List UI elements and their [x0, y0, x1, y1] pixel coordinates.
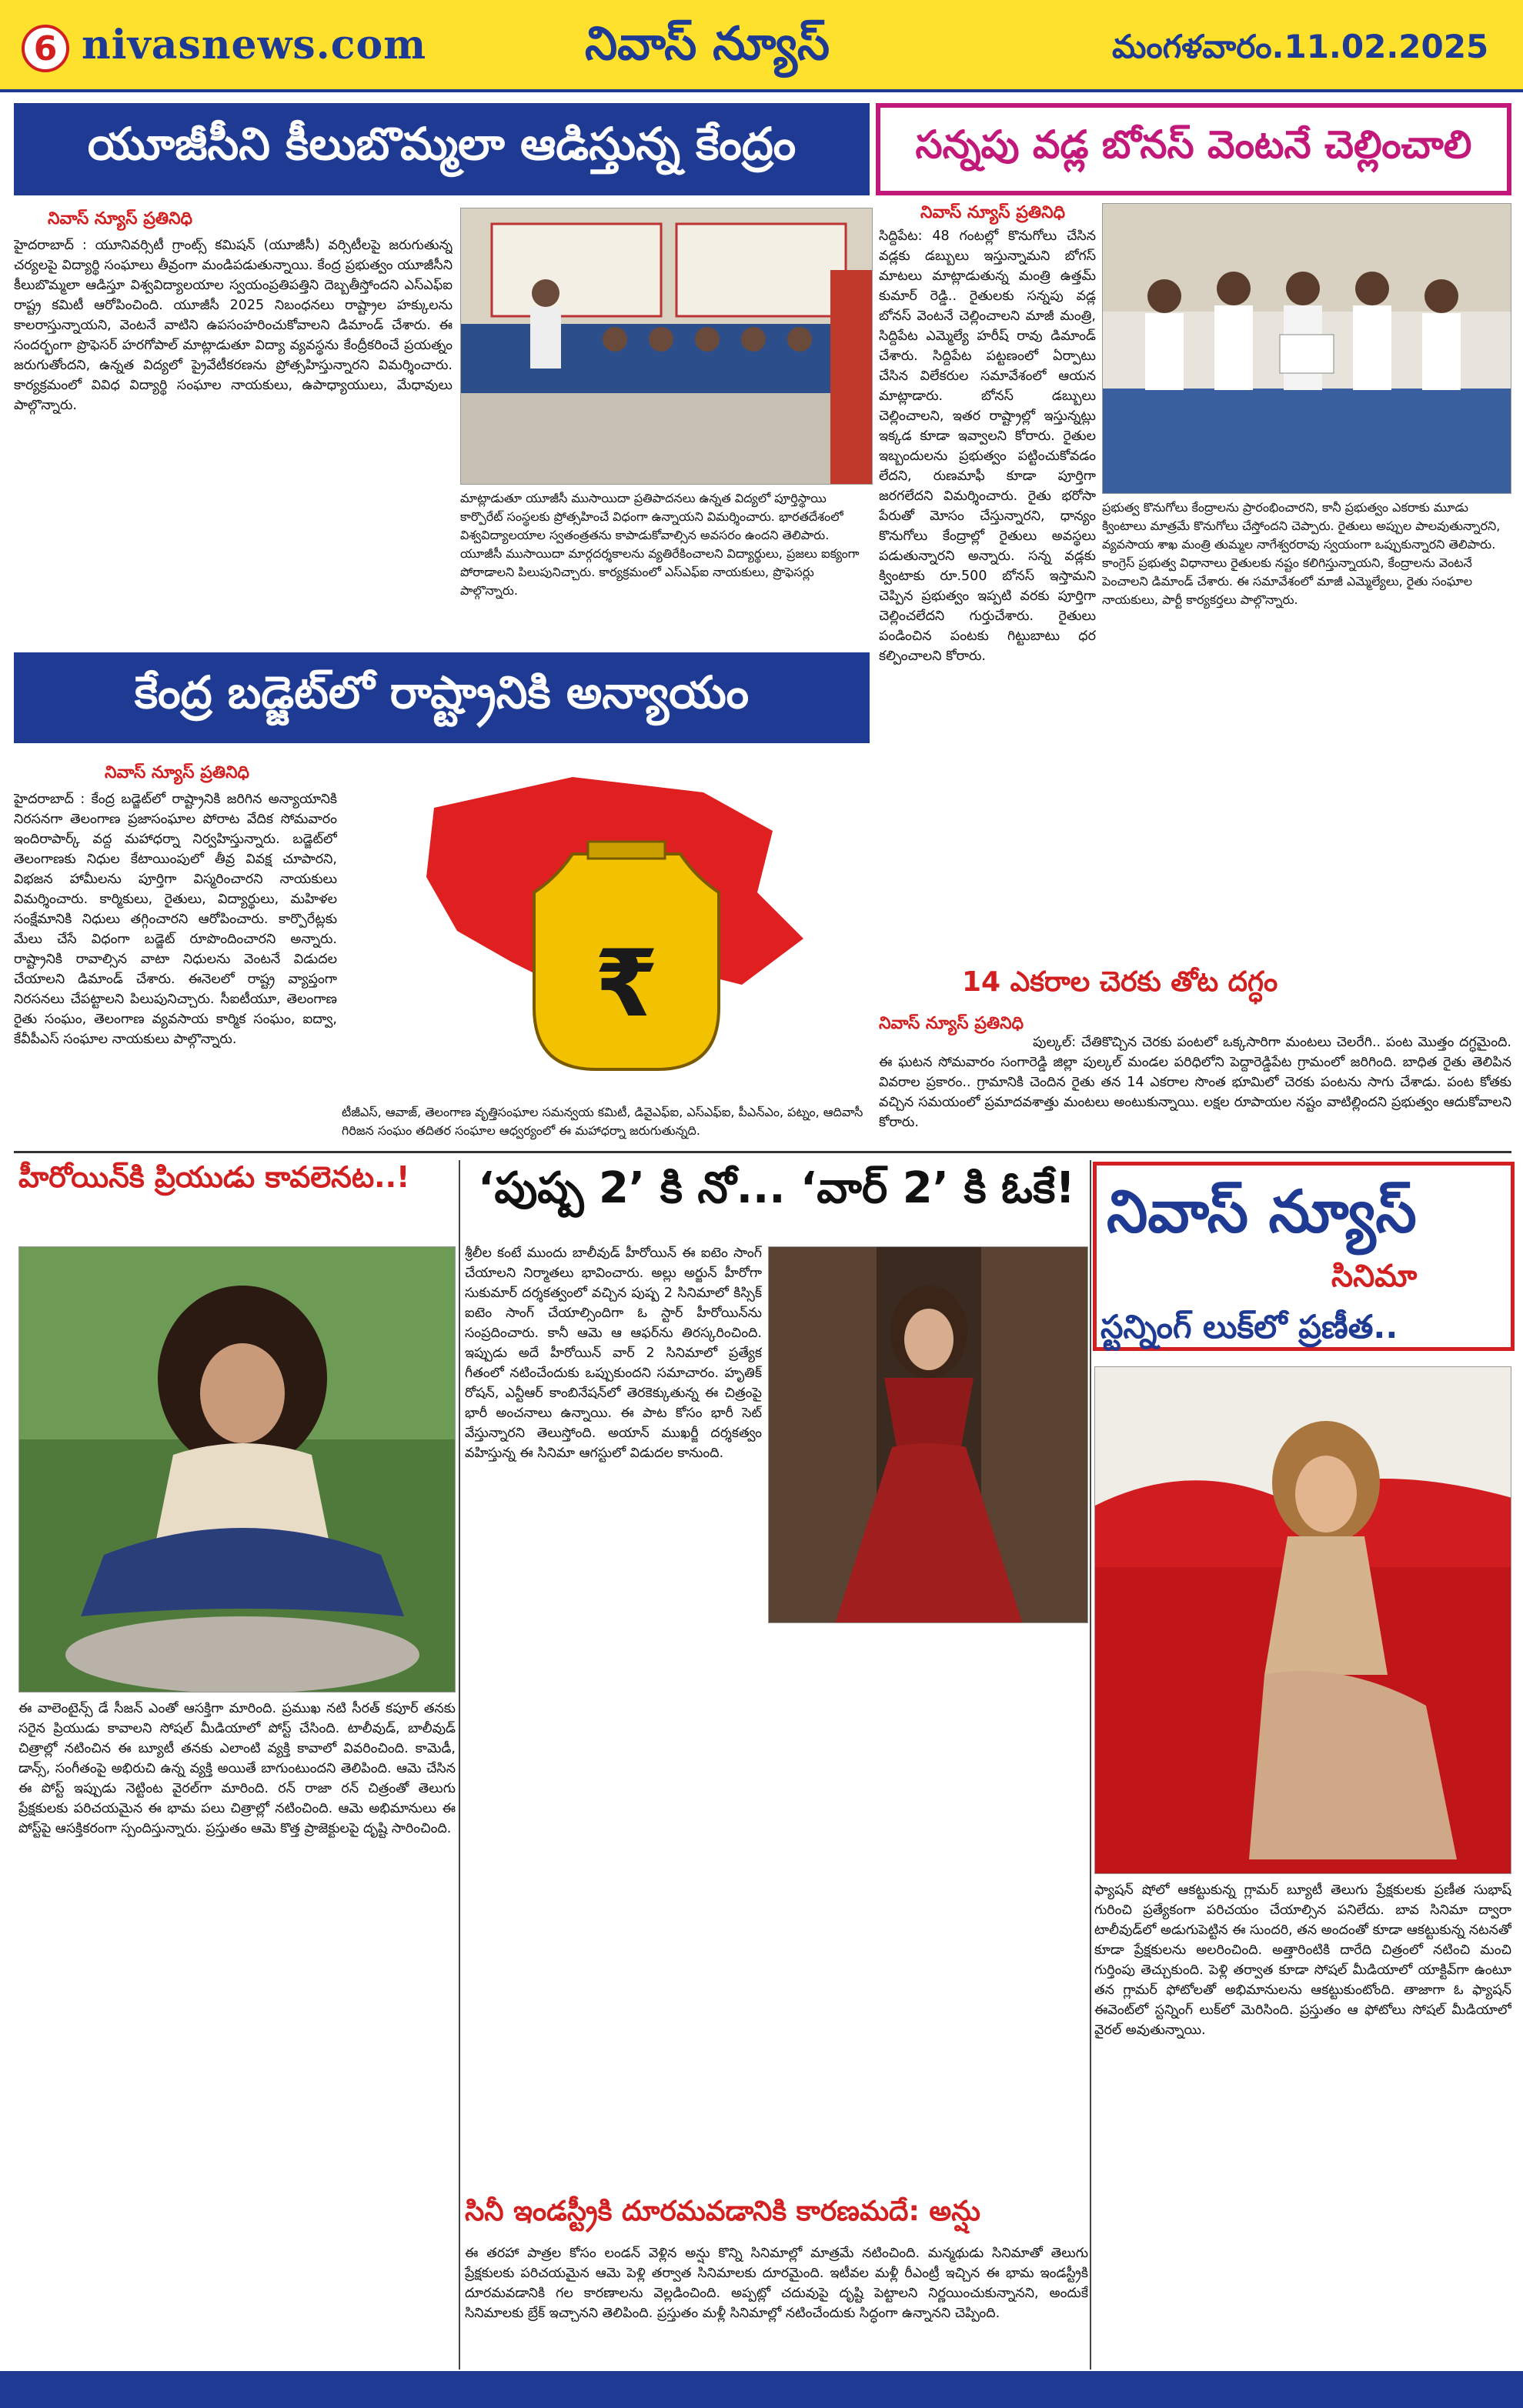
- cinema-panel-headline: స్టన్నింగ్ లుక్‌లో ప్రణీత..: [1101, 1308, 1398, 1346]
- story3-byline: నివాస్ న్యూస్ ప్రతినిధి: [105, 763, 250, 782]
- story2-photo: [1102, 203, 1511, 494]
- section-divider: [14, 1151, 1511, 1153]
- story4-headline: 14 ఎకరాల చెరకు తోట దగ్ధం: [962, 966, 1278, 998]
- cinema-sidebar-body: ఈ వాలెంటైన్స్ డే సీజన్ ఎంతో ఆసక్తిగా మారింది. ప్రముఖ నటి సీరత్ కపూర్ తనకు సరైన ప్రియుడు కావాలని సోషల్ మీడియాలో పోస్ట్ చేసింది. టాలీవుడ్, బాలీవుడ్ చిత్రాల్లో నటించిన ఈ బ్యూటీ తనకు ఎలాంటి వ్యక్తి కావాలో వివరించింది. కామెడీ, డాన్స్, సంగీతంపై అభిరుచి ఉన్న వ్యక్తి అయితే బాగుంటుందని తెలిపింది. ఆమె చేసిన ఈ పోస్ట్ ఇప్పుడు నెట్టింట వైరల్‌గా మారింది. రన్ రాజా రన్ చిత్రంతో తెలుగు ప్రేక్షకులకు పరిచయమైన ఈ భామ పలు చిత్రాల్లో నటించింది. ఆమె అభిమానులు ఈ పోస్ట్‌పై ఆసక్తికరంగా స్పందిస్తున్నారు. ప్రస్తుతం ఆమె కొత్త ప్రాజెక్టులపై దృష్టి సారించింది.: [18, 1701, 456, 1836]
- story1-photo: [460, 208, 873, 485]
- column-divider: [1090, 1160, 1091, 2370]
- film-story-body2: ఈ తరహా పాత్రల కోసం లండన్ వెళ్లిన అన్షు కొన్ని సినిమాల్లో మాత్రమే నటించింది. మన్మథుడు సినిమాతో తెలుగు ప్రేక్షకులకు పరిచయమైన ఆమె పెళ్లి తర్వాత సినిమాలకు దూరమైంది. ఇటీవల మళ్లీ రీఎంట్రీ ఇచ్చిన ఈ భామ ఇండస్ట్రీకి దూరమవడానికి గల కారణాలను వెల్లడించింది. అప్పట్లో చదువుపై దృష్టి పెట్టాలని నిర్ణయించుకున్నానని, అందుకే సినిమాలకు బ్రేక్ ఇచ్చానని తెలిపింది. ప్రస్తుతం మళ్లీ సినిమాల్లో నటించేందుకు సిద్ధంగా ఉన్నానని చెప్పింది.: [465, 2246, 1088, 2321]
- film-story-body: శ్రీలీల కంటే ముందు బాలీవుడ్ హీరోయిన్ ఈ ఐటెం సాంగ్ చేయాలని నిర్మాతలు భావించారు. అల్లు అర్జున్ హీరోగా సుకుమార్ దర్శకత్వంలో వచ్చిన పుష్ప 2 సినిమాలో కిస్సిక్ ఐటెం సాంగ్ చేయాల్సిందిగా ఓ స్టార్ హీరోయిన్‌ను సంప్రదించారు. కానీ ఆమె ఆ ఆఫర్‌ను తిరస్కరించింది. ఇప్పుడు అదే హీరోయిన్ వార్ 2 సినిమాలో ప్రత్యేక గీతంలో నటించేందుకు ఒప్పుకుందని సమాచారం. హృతిక్ రోషన్, ఎన్టీఆర్ కాంబినేషన్‌లో తెరకెక్కుతున్న ఈ చిత్రంపై భారీ అంచనాలు ఉన్నాయి. ఈ పాట కోసం భారీ సెట్ వేస్తున్నారని తెలుస్తోంది. అయాన్ ముఖర్జీ దర్శకత్వం వహిస్తున్న ఈ సినిమా ఆగస్టులో విడుదల కానుంది.: [465, 1246, 762, 1461]
- film-story-photo: [768, 1246, 1088, 1623]
- site-name[interactable]: nivasnews.com: [82, 22, 427, 68]
- story2-body: సిద్దిపేట: 48 గంటల్లో కొనుగోలు చేసిన వడ్లకు డబ్బులు ఇస్తున్నామని బోగస్ మాటలు మాట్లాడుతున్న మంత్రి ఉత్తమ్ కుమార్ రెడ్డి.. రైతులకు సన్నపు వడ్ల బోనస్ వెంటనే చెల్లించాలని మాజీ మంత్రి, సిద్దిపేట ఎమ్మెల్యే హరీష్ రావు డిమాండ్ చేశారు. సిద్దిపేట పట్టణంలో ఏర్పాటు చేసిన విలేకరుల సమావేశంలో ఆయన మాట్లాడారు. బోనస్ డబ్బులు చెల్లించాలని, ఇతర రాష్ట్రాల్లో ఇస్తున్నట్లు ఇక్కడ కూడా ఇవ్వాలని కోరారు. రైతుల ఇబ్బందులను ప్రభుత్వం పట్టించుకోవడం లేదని, రుణమాఫీ కూడా పూర్తిగా జరగలేదని విమర్శించారు. రైతు భరోసా పేరుతో మోసం చేస్తున్నారని, ధాన్యం కొనుగోలు కేంద్రాల్లో రైతులు అవస్థలు పడుతున్నారని అన్నారు. సన్న వడ్లకు క్వింటాకు రూ.500 బోనస్ ఇస్తామని చెప్పిన ప్రభుత్వం ఇప్పటి వరకు పూర్తిగా చెల్లించలేదని గుర్తుచేశారు. రైతులు పండించిన పంటకు గిట్టుబాటు ధర కల్పించాలని కోరారు.: [879, 228, 1096, 664]
- story3-caption: టీజీఎస్, ఆవాజ్, తెలంగాణ వృత్తిసంఘాల సమన్వయ కమిటీ, డివైఎఫ్ఐ, ఎస్ఎఫ్ఐ, పీఎన్ఎం, పట్నం, ఆదివాసీ గిరిజన సంఘం తదితర సంఘాల ఆధ్వర్యంలో ఈ మహాధర్నా జరుగుతున్నది.: [342, 1105, 863, 1138]
- issue-date: మంగళవారం.11.02.2025: [1112, 28, 1489, 65]
- story3-illustration: [342, 762, 870, 1097]
- cinema-panel-brand: నివాస్ న్యూస్: [1107, 1177, 1417, 1246]
- telangana-budget-graphic: [342, 762, 870, 1097]
- story1-byline: నివాస్ న్యూస్ ప్రతినిధి: [48, 209, 193, 228]
- story1-caption: మాట్లాడుతూ యూజీసీ ముసాయిదా ప్రతిపాదనలు ఉన్నత విద్యలో పూర్తిస్థాయి కార్పొరేట్ సంస్థలకు ప్రోత్సహించే విధంగా ఉన్నాయని విమర్శించారు. భారతదేశంలో విశ్వవిద్యాలయాల స్వతంత్రతను కాపాడుకోవాల్సిన అవసరం ఉందని తెలిపారు. యూజీసీ ముసాయిదా మార్గదర్శకాలను వ్యతిరేకించాలని విద్యార్థులు, ప్రజలు ఐక్యంగా పోరాడాలని పిలుపునిచ్చారు. కార్యక్రమంలో ఎస్ఎఫ్ఐ నాయకులు, ప్రొఫెసర్లు పాల్గొన్నారు.: [460, 491, 860, 598]
- story1-headline: యూజీసీని కీలుబొమ్మలా ఆడిస్తున్న కేంద్రం: [14, 103, 870, 195]
- actress-outdoor-photo: [19, 1247, 456, 1693]
- cinema-sidebar-photo: [18, 1246, 456, 1693]
- actress-red-dress-photo: [769, 1247, 1088, 1623]
- cinema-panel-body: ఫ్యాషన్ షోలో ఆకట్టుకున్న గ్లామర్ బ్యూటీ తెలుగు ప్రేక్షకులకు ప్రణీత సుభాష్ గురించి ప్రత్యేకంగా పరిచయం చేయాల్సిన పనిలేదు. బావ సినిమా ద్వారా టాలీవుడ్‌లో అడుగుపెట్టిన ఈ సుందరి, తన అందంతో కూడా ఆకట్టుకున్న నటనతో కూడా ప్రేక్షకులను అలరించింది. అత్తారింటికి దారేది చిత్రంలో నటించి మంచి గుర్తింపు తెచ్చుకుంది. పెళ్లి తర్వాత కూడా సోషల్ మీడియాలో యాక్టివ్‌గా ఉంటూ తన గ్లామర్ ఫోటోలతో అభిమానులను ఆకట్టుకుంటోంది. తాజాగా ఓ ఫ్యాషన్ ఈవెంట్‌లో స్టన్నింగ్ లుక్‌లో మెరిసింది. ప్రస్తుతం ఆ ఫోటోలు సోషల్ మీడియాలో వైరల్ అవుతున్నాయి.: [1094, 1883, 1511, 2038]
- story4-byline: నివాస్ న్యూస్ ప్రతినిధి: [879, 1014, 1024, 1033]
- svg-text:₹: ₹: [594, 931, 659, 1038]
- film-story-subhead: సినీ ఇండస్ట్రీకి దూరమవడానికి కారణమదే: అన్షు: [465, 2196, 980, 2227]
- story2-byline: నివాస్ న్యూస్ ప్రతినిధి: [920, 203, 1066, 222]
- story4-body: పుల్కల్: చేతికొచ్చిన చెరకు పంటలో ఒక్కసారిగా మంటలు చెలరేగి.. పంట మొత్తం దగ్ధమైంది. ఈ ఘటన సోమవారం సంగారెడ్డి జిల్లా పుల్కల్ మండల పరిధిలోని పెద్దారెడ్డిపేట గ్రామంలో జరిగింది. బాధిత రైతు తెలిపిన వివరాల ప్రకారం.. గ్రామానికి చెందిన రైతు తన 14 ఎకరాల సొంత భూమిలో చెరకు పంటను సాగు చేశాడు. పంట కోతకు వచ్చిన సమయంలో ప్రమాదవశాత్తు మంటలు అంటుకున్నాయి. లక్షల రూపాయల నష్టం వాటిల్లిందని ప్రభుత్వం ఆదుకోవాలని కోరారు.: [879, 1035, 1511, 1130]
- story2-caption: ప్రభుత్వ కొనుగోలు కేంద్రాలను ప్రారంభించారని, కానీ ప్రభుత్వం ఎకరాకు మూడు క్వింటాలు మాత్రమే కొనుగోలు చేస్తోందని చెప్పారు. రైతులు అప్పుల పాలవుతున్నారని, వ్యవసాయ శాఖ మంత్రి తుమ్మల నాగేశ్వరరావు స్వయంగా ఒప్పుకున్నారని తెలిపారు. కాంగ్రెస్ ప్రభుత్వ విధానాలు రైతులకు నష్టం కలిగిస్తున్నాయని, కేంద్రాలను వెంటనే పెంచాలని డిమాండ్ చేశారు. ఈ సమావేశంలో మాజీ ఎమ్మెల్యేలు, రైతు సంఘాల నాయకులు, పార్టీ కార్యకర్తలు పాల్గొన్నారు.: [1102, 500, 1501, 607]
- cinema-panel-photo: [1094, 1366, 1511, 1874]
- page-number: 6: [22, 25, 69, 72]
- newspaper-brand: నివాస్ న్యూస్: [585, 17, 830, 71]
- actress-red-sofa-photo: [1095, 1367, 1511, 1874]
- conference-photo-illustration: [461, 208, 873, 485]
- cinema-panel-tag: సినిమా: [1331, 1259, 1418, 1294]
- story1-body: హైదరాబాద్ : యూనివర్సిటీ గ్రాంట్స్ కమిషన్ (యూజీసీ) వర్సిటీలపై జరుగుతున్న చర్యలపై విద్యార్థి సంఘాలు తీవ్రంగా మండిపడుతున్నాయి. కేంద్ర ప్రభుత్వం యూజీసీని కీలుబొమ్మలా ఆడిస్తూ విశ్వవిద్యాలయాల స్వయంప్రతిపత్తిని దెబ్బతీస్తోందని ఎస్ఎఫ్ఐ రాష్ట్ర కమిటీ ఆరోపించింది. యూజీసీ 2025 నిబంధనలు రాష్ట్రాల హక్కులను కాలరాస్తున్నాయని, వెంటనే వాటిని ఉపసంహరించుకోవాలని డిమాండ్ చేశారు. ఈ సందర్భంగా ప్రొఫెసర్ హరగోపాల్ మాట్లాడుతూ విద్యా వ్యవస్థను కేంద్రీకరించే ప్రయత్నం జరుగుతోందని, ఉన్నత విద్యలో ప్రైవేటీకరణను ప్రోత్సహిస్తున్నారని విమర్శించారు. కార్యక్రమంలో వివిధ విద్యార్థి సంఘాల నాయకులు, ఉపాధ్యాయులు, మేధావులు పాల్గొన్నారు.: [14, 238, 453, 413]
- film-story-headline: ‘పుష్ప 2’ కి నో... ‘వార్ 2’ కి ఓకే!: [478, 1163, 1075, 1213]
- press-meet-photo-illustration: [1103, 204, 1511, 494]
- story2-headline: సన్నపు వడ్ల బోనస్ వెంటనే చెల్లించాలి: [876, 103, 1511, 195]
- story3-headline: కేంద్ర బడ్జెట్‌లో రాష్ట్రానికి అన్యాయం: [14, 652, 870, 743]
- cinema-sidebar-headline: హీరోయిన్‌కి ప్రియుడు కావలెనట..!: [18, 1160, 410, 1194]
- footer-band: [0, 2371, 1523, 2408]
- story3-body: హైదరాబాద్ : కేంద్ర బడ్జెట్‌లో రాష్ట్రానికి జరిగిన అన్యాయానికి నిరసనగా తెలంగాణ ప్రజాసంఘాల పోరాట వేదిక సోమవారం ఇందిరాపార్క్ వద్ద మహాధర్నా నిర్వహిస్తున్నారు. బడ్జెట్‌లో తెలంగాణకు నిధుల కేటాయింపులో తీవ్ర వివక్ష చూపారని, విభజన హామీలను పూర్తిగా విస్మరించారని నాయకులు విమర్శించారు. కార్మికులు, రైతులు, విద్యార్థులు, మహిళల సంక్షేమానికి నిధులు తగ్గించారని ఆరోపించారు. కార్పొరేట్లకు మేలు చేసే విధంగా బడ్జెట్ రూపొందించారని అన్నారు. రాష్ట్రానికి రావాల్సిన వాటా నిధులను వెంటనే విడుదల చేయాలని డిమాండ్ చేశారు. ఈనెలలో రాష్ట్ర వ్యాప్తంగా నిరసనలు చేపట్టాలని పిలుపునిచ్చారు. సీఐటీయూ, తెలంగాణ రైతు సంఘం, తెలంగాణ వ్యవసాయ కార్మిక సంఘం, ఐద్వా, కేవీపీఎస్ సంఘాల నాయకులు పాల్గొన్నారు.: [14, 792, 337, 1047]
- column-divider: [459, 1160, 460, 2370]
